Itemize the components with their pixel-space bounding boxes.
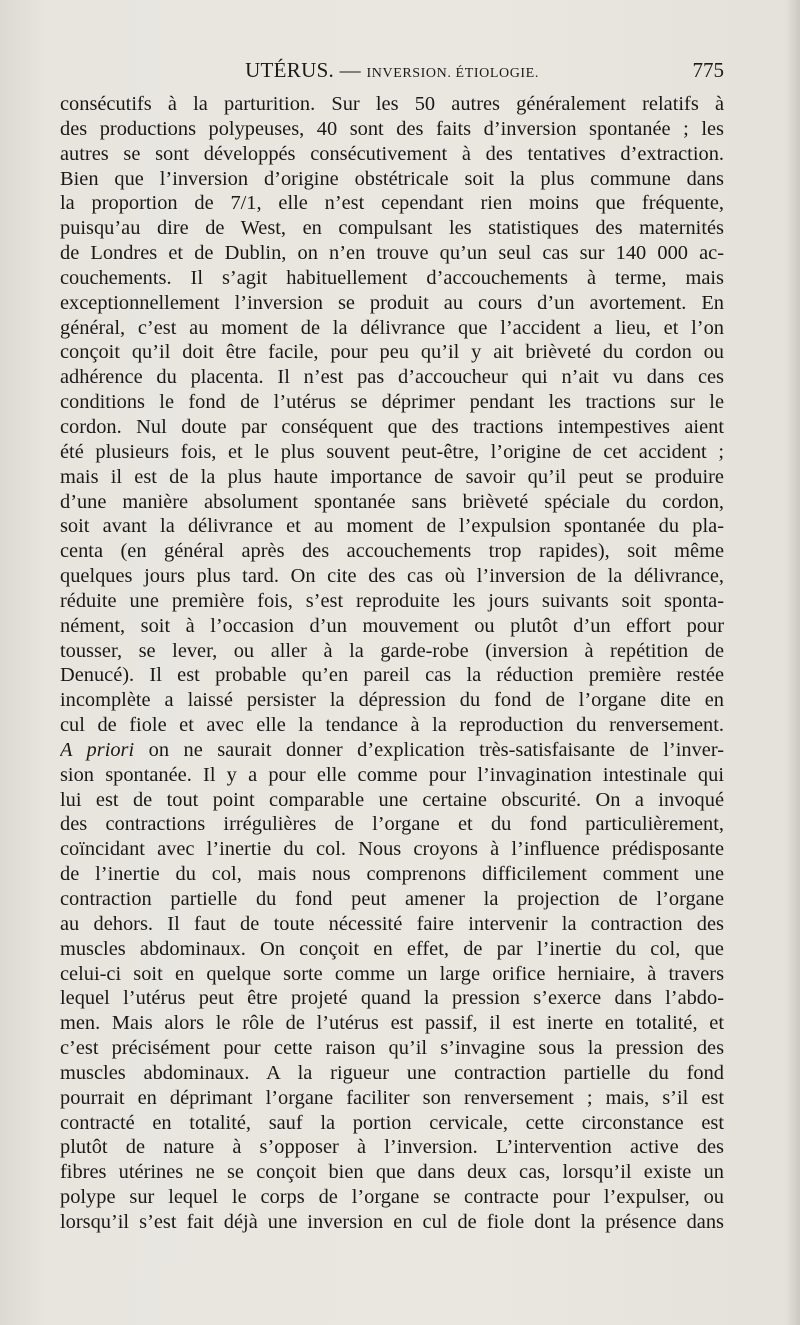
page-edge-shadow bbox=[786, 0, 800, 1325]
text-line: Bien que l’inversion d’origine obstétricale soit la plus commune dans bbox=[60, 167, 724, 190]
text-line: muscles abdominaux. On conçoit en effet, de par l’inertie du col, que bbox=[60, 937, 724, 960]
text-line: adhérence du placenta. Il n’est pas d’accoucheur qui n’ait vu dans ces bbox=[60, 366, 724, 389]
text-line: pourrait en déprimant l’organe faciliter son renversement ; mais, s’il est bbox=[60, 1086, 724, 1109]
italic-phrase: A priori bbox=[60, 738, 135, 761]
running-title bbox=[60, 58, 724, 83]
text-line: la proportion de 7/1, elle n’est cependant rien moins que fréquente, bbox=[60, 192, 724, 215]
text-line: autres se sont développés consécutivement à des tentatives d’extraction. bbox=[60, 142, 724, 165]
text-line bbox=[60, 1235, 724, 1260]
text-line: quelques jours plus tard. On cite des cas où l’inversion de la délivrance, bbox=[60, 565, 724, 588]
text-line: contracté en totalité, sauf la portion cervicale, cette circonstance est bbox=[60, 1111, 724, 1134]
text-line: nément, soit à l’occasion d’un mouvement ou plutôt d’un effort pour bbox=[60, 614, 724, 637]
text-line-a-priori bbox=[60, 738, 724, 763]
text-line: conçoit qu’il doit être facile, pour peu qu’il y ait brièveté du cordon ou bbox=[60, 341, 724, 364]
text-line: de Londres et de Dublin, on n’en trouve qu’un seul cas sur 140 000 ac- bbox=[60, 242, 724, 265]
text-line: conditions le fond de l’utérus se déprimer pendant les tractions sur le bbox=[60, 391, 724, 414]
text-line: tousser, se lever, ou aller à la garde-robe (inversion à repétition de bbox=[60, 639, 724, 662]
text-line: cordon. Nul doute par conséquent que des tractions intempestives aient bbox=[60, 415, 724, 438]
text-line: réduite une première fois, s’est reproduite les jours suivants soit sponta- bbox=[60, 589, 724, 612]
text-line: mais il est de la plus haute importance de savoir qu’il peut se produire bbox=[60, 465, 724, 488]
body-text bbox=[60, 92, 724, 1260]
text-line: polype sur lequel le corps de l’organe se contracte pour l’expulser, ou bbox=[60, 1186, 724, 1209]
text-line: exceptionnellement l’inversion se produit au cours d’un avortement. En bbox=[60, 291, 724, 314]
running-title-subject: INVERSION. ÉTIOLOGIE. bbox=[366, 66, 539, 81]
text-line: général, c’est au moment de la délivrance que l’accident a lieu, et l’on bbox=[60, 316, 724, 339]
text-line: men. Mais alors le rôle de l’utérus est passif, il est inerte en totalité, et bbox=[60, 1012, 724, 1035]
text-line: incomplète a laissé persister la dépression du fond de l’organe dite en bbox=[60, 689, 724, 712]
text-line-rest: on ne saurait donner d’explication très-satisfaisante de l’inver- bbox=[134, 738, 724, 761]
text-line: plutôt de nature à s’opposer à l’inversion. L’intervention active des bbox=[60, 1136, 724, 1159]
text-line: c’est précisément pour cette raison qu’il s’invagine sous la pression des bbox=[60, 1037, 724, 1060]
text-line: muscles abdominaux. A la rigueur une contraction partielle du fond bbox=[60, 1061, 724, 1084]
text-line: Denucé). Il est probable qu’en pareil cas la réduction première restée bbox=[60, 664, 724, 687]
text-line: cul de fiole et avec elle la tendance à la reproduction du renversement. bbox=[60, 714, 724, 737]
text-line: au dehors. Il faut de toute nécessité faire intervenir la contraction des bbox=[60, 912, 724, 935]
text-line: sion spontanée. Il y a pour elle comme pour l’invagination intestinale qui bbox=[60, 763, 724, 786]
text-line: été plusieurs fois, et le plus souvent peut-être, l’origine de cet accident ; bbox=[60, 440, 724, 463]
text-line: des productions polypeuses, 40 sont des faits d’inversion spontanée ; les bbox=[60, 117, 724, 140]
text-line: couchements. Il s’agit habituellement d’accouchements à terme, mais bbox=[60, 266, 724, 289]
text-line: centa (en général après des accouchements trop rapides), soit même bbox=[60, 540, 724, 563]
text-line: coïncidant avec l’inertie du col. Nous croyons à l’influence prédisposante bbox=[60, 838, 724, 861]
text-line: soit avant la délivrance et au moment de l’expulsion spontanée du pla- bbox=[60, 515, 724, 538]
text-line: lequel l’utérus peut être projeté quand la pression s’exerce dans l’abdo- bbox=[60, 987, 724, 1010]
text-line: consécutifs à la parturition. Sur les 50 autres généralement relatifs à bbox=[60, 93, 724, 115]
text-line: d’une manière absolument spontanée sans brièveté spéciale du cordon, bbox=[60, 490, 724, 513]
text-line: lui est de tout point comparable une certaine obscurité. On a invoqué bbox=[60, 788, 724, 811]
text-line: lorsqu’il s’est fait déjà une inversion en cul de fiole dont la présence dans bbox=[60, 1210, 724, 1233]
text-line: puisqu’au dire de West, en compulsant les statistiques des maternités bbox=[60, 217, 724, 240]
text-line: celui-ci soit en quelque sorte comme un large orifice herniaire, à travers bbox=[60, 962, 724, 985]
text-line: des contractions irrégulières de l’organe et du fond particulièrement, bbox=[60, 813, 724, 836]
text-line: fibres utérines ne se conçoit bien que dans deux cas, lorsqu’il existe un bbox=[60, 1161, 724, 1184]
running-head bbox=[60, 58, 724, 88]
text-line: contraction partielle du fond peut amener la projection de l’organe bbox=[60, 888, 724, 910]
running-title-main: UTÉRUS. — bbox=[245, 58, 361, 82]
text-line: de l’inertie du col, mais nous comprenons difficilement comment une bbox=[60, 863, 724, 886]
page-number: 775 bbox=[692, 58, 724, 82]
